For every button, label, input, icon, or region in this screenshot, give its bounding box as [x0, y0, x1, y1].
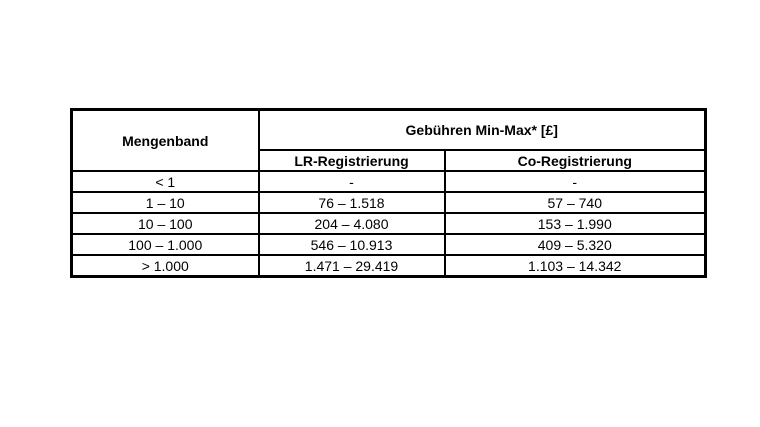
- co-fee-cell: 409 – 5.320: [445, 234, 706, 255]
- table-row: [72, 255, 706, 277]
- lr-fee-cell: 76 – 1.518: [259, 192, 445, 213]
- table-row: [72, 192, 706, 213]
- header-row: [72, 110, 706, 151]
- fees-header: Gebühren Min-Max* [£]: [259, 110, 706, 151]
- lr-registration-header: LR-Registrierung: [259, 150, 445, 171]
- table-row: [72, 171, 706, 192]
- co-fee-cell: 153 – 1.990: [445, 213, 706, 234]
- band-cell: < 1: [72, 171, 259, 192]
- co-fee-cell: -: [445, 171, 706, 192]
- lr-fee-cell: -: [259, 171, 445, 192]
- band-header: Mengenband: [72, 110, 259, 172]
- lr-fee-cell: 546 – 10.913: [259, 234, 445, 255]
- band-cell: > 1.000: [72, 255, 259, 277]
- band-cell: 100 – 1.000: [72, 234, 259, 255]
- lr-fee-cell: 1.471 – 29.419: [259, 255, 445, 277]
- co-fee-cell: 1.103 – 14.342: [445, 255, 706, 277]
- co-fee-cell: 57 – 740: [445, 192, 706, 213]
- band-cell: 10 – 100: [72, 213, 259, 234]
- band-cell: 1 – 10: [72, 192, 259, 213]
- fee-table: [70, 108, 707, 278]
- lr-fee-cell: 204 – 4.080: [259, 213, 445, 234]
- co-registration-header: Co-Registrierung: [445, 150, 706, 171]
- table-row: [72, 213, 706, 234]
- table-row: [72, 234, 706, 255]
